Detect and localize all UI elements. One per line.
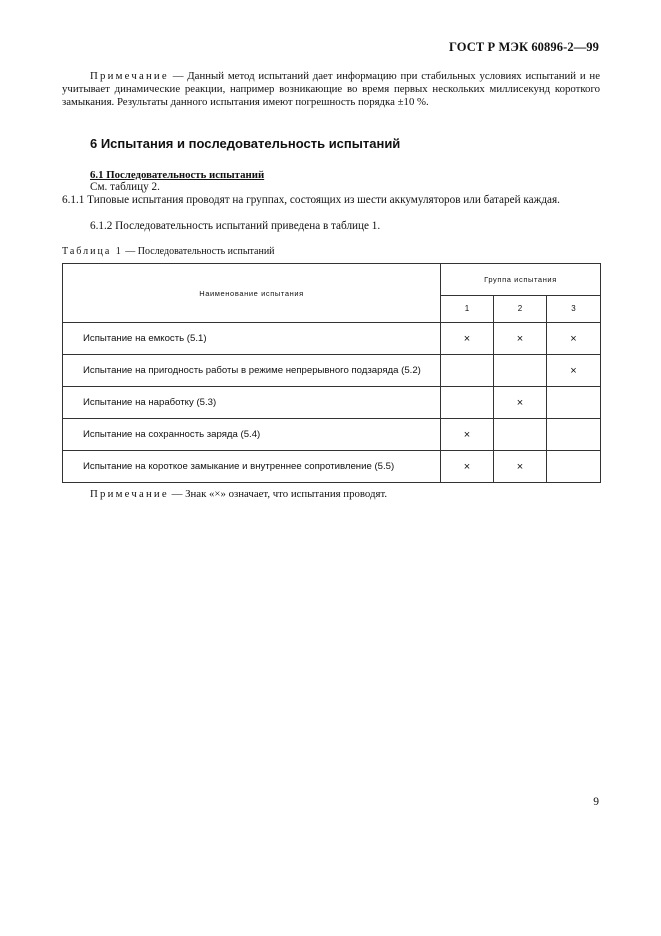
group-mark — [494, 355, 547, 387]
group-mark — [547, 387, 601, 419]
test-name: Испытание на сохранность заряда (5.4) — [63, 419, 441, 451]
test-name: Испытание на емкость (5.1) — [63, 323, 441, 355]
group-mark: × — [441, 451, 494, 483]
document-number: ГОСТ Р МЭК 60896-2—99 — [449, 40, 599, 54]
column-header-name: Наименование испытания — [63, 264, 441, 323]
group-number-3: 3 — [547, 295, 601, 322]
section-title: 6 Испытания и последовательность испытаний — [90, 136, 401, 151]
table-note — [90, 488, 387, 500]
subsection-title: 6.1 Последовательность испытаний — [90, 169, 265, 181]
table-row — [63, 323, 601, 355]
group-mark: × — [547, 355, 601, 387]
group-mark — [494, 419, 547, 451]
table-caption-text: — Последовательность испытаний — [122, 246, 275, 257]
test-name: Испытание на короткое замыкание и внутреннее сопротивление (5.5) — [63, 451, 441, 483]
group-mark: × — [494, 387, 547, 419]
group-mark: × — [441, 323, 494, 355]
column-header-group: Группа испытания — [441, 264, 601, 296]
note-text: — Данный метод испытаний дает информацию при стабильных условиях испытаний и не учитывает динамические реакции, например возникающие во время первых нескольких миллисекунд короткого замыкания. Результаты данного испытания имеют погрешность порядка ±10 %. — [62, 70, 600, 108]
group-mark — [547, 451, 601, 483]
table-row — [63, 387, 601, 419]
paragraph-6-1-1: 6.1.1 Типовые испытания проводят на группах, состоящих из шести аккумуляторов или батарей каждая. — [62, 194, 560, 206]
table-note-text: — Знак «×» означает, что испытания проводят. — [168, 488, 388, 500]
group-number-1: 1 — [441, 295, 494, 322]
group-mark: × — [494, 323, 547, 355]
group-number-2: 2 — [494, 295, 547, 322]
test-name: Испытание на наработку (5.3) — [63, 387, 441, 419]
group-mark — [441, 355, 494, 387]
table-row — [63, 355, 601, 387]
table-caption — [62, 246, 275, 257]
test-name: Испытание на пригодность работы в режиме непрерывного подзаряда (5.2) — [63, 355, 441, 387]
group-mark: × — [547, 323, 601, 355]
page-number: 9 — [593, 796, 599, 808]
note-paragraph — [62, 70, 600, 109]
group-mark — [441, 387, 494, 419]
group-mark: × — [441, 419, 494, 451]
group-mark: × — [494, 451, 547, 483]
paragraph-6-1-2: 6.1.2 Последовательность испытаний приведена в таблице 1. — [90, 220, 381, 232]
tests-table — [62, 263, 601, 483]
paragraph-see-table: См. таблицу 2. — [90, 181, 160, 193]
table-row — [63, 419, 601, 451]
table-row — [63, 451, 601, 483]
group-mark — [547, 419, 601, 451]
table-note-label: Примечание — [90, 488, 169, 500]
table-caption-label: Таблица 1 — [62, 246, 123, 257]
note-label: Примечание — [90, 70, 169, 82]
